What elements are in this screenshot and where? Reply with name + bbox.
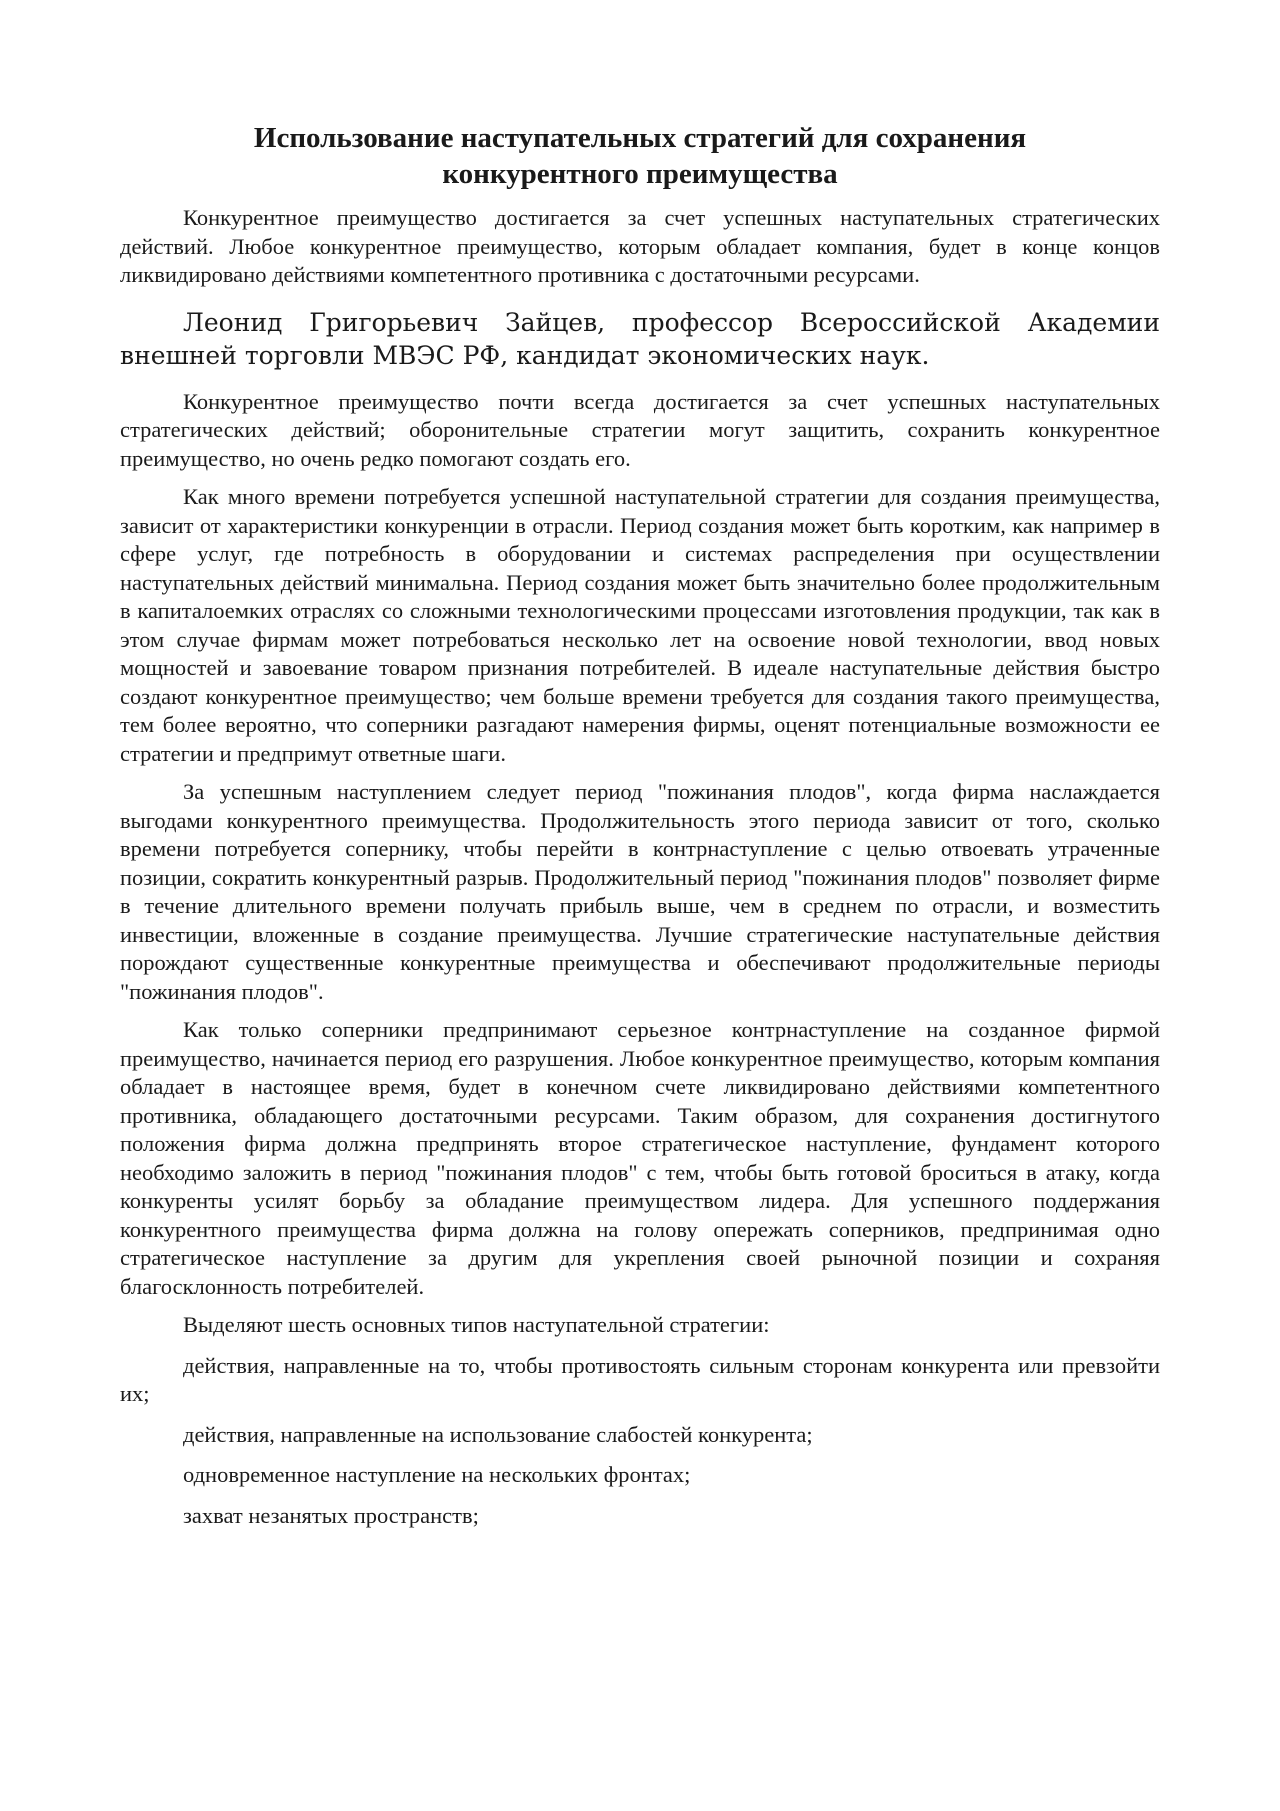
list-item: действия, направленные на использование слабостей конкурента; [183,1421,813,1447]
list-item: одновременное наступление на нескольких фронтах; [183,1462,691,1487]
list-item: захват незанятых пространств; [183,1502,479,1528]
title-line-2: конкурентного преимущества [442,158,838,190]
list-intro-paragraph: Выделяют шесть основных типов наступательной стратегии: [183,1312,770,1337]
body-paragraph: Как много времени потребуется успешной наступательной стратегии для создания преимущества, зависит от характеристики конкуренции в отрасли. Период создания может быть коротким, как например в сфере услуг, где потребность в оборудовании и системах распределения при осуществлении наступательных действий минимальна. Период создания может быть значительно более продолжительным в капиталоемких отраслях со сложными технологическими процессами изготовления продукции, так как в этом случае фирмам может потребоваться несколько лет на освоение новой технологии, ввод новых мощностей и завоевание товаром признания потребителей. В идеале наступательные действия быстро создают конкурентное преимущество; чем больше времени требуется для создания такого преимущества, тем более вероятно, что соперники разгадают намерения фирмы, оценят потенциальные возможности ее стратегии и предпримут ответные шаги. [120,484,1160,766]
body-paragraph: Конкурентное преимущество почти всегда достигается за счет успешных наступательных стратегических действий; оборонительные стратегии могут защитить, сохранить конкурентное преимущество, но очень редко помогают создать его. [120,388,1160,471]
list-item: действия, направленные на то, чтобы противостоять сильным сторонам конкурента или превзойти их; [120,1352,1160,1406]
document-title [120,120,1160,192]
body-paragraph: Как только соперники предпринимают серьезное контрнаступление на созданное фирмой преимущество, начинается период его разрушения. Любое конкурентное преимущество, которым компания обладает в настоящее время, будет в конечном счете ликвидировано действиями компетентного противника, обладающего достаточными ресурсами. Таким образом, для сохранения достигнутого положения фирма должна предпринять второе стратегическое наступление, фундамент которого необходимо заложить в период "пожинания плодов" с тем, чтобы быть готовой броситься в атаку, когда конкуренты усилят борьбу за обладание преимуществом лидера. Для успешного поддержания конкурентного преимущества фирма должна на голову опережать соперников, предпринимая одно стратегическое наступление за другим для укрепления своей рыночной позиции и сохраняя благосклонность потребителей. [120,1017,1160,1299]
document-page [120,120,1160,1530]
intro-paragraph: Конкурентное преимущество достигается за счет успешных наступательных стратегических действий. Любое конкурентное преимущество, которым обладает компания, будет в конце концов ликвидировано действиями компетентного противника с достаточными ресурсами. [120,205,1160,287]
author-line: Леонид Григорьевич Зайцев, профессор Всероссийской Академии внешней торговли МВЭС РФ, кандидат экономических наук. [120,307,1160,370]
title-line-1: Использование наступательных стратегий для сохранения [253,122,1027,154]
body-paragraph: За успешным наступлением следует период "пожинания плодов", когда фирма наслаждается выгодами конкурентного преимущества. Продолжительность этого периода зависит от того, сколько времени потребуется сопернику, чтобы перейти в контрнаступление с целью отвоевать утраченные позиции, сократить конкурентный разрыв. Продолжительный период "пожинания плодов" позволяет фирме в течение длительного времени получать прибыль выше, чем в среднем по отрасли, и возместить инвестиции, вложенные в создание преимущества. Лучшие стратегические наступательные действия порождают существенные конкурентные преимущества и обеспечивают продолжительные периоды "пожинания плодов". [120,779,1160,1004]
